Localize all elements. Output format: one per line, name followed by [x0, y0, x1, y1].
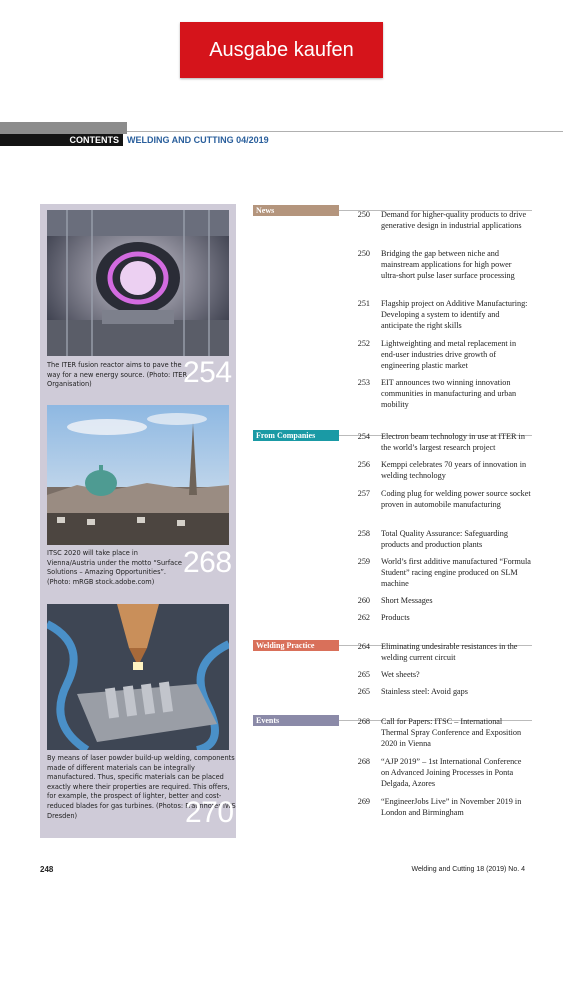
toc-page: 250	[357, 249, 370, 258]
sidebar-number-1: 254	[183, 356, 232, 389]
toc-page: 265	[357, 687, 370, 696]
toc-title: EIT announces two winning innovation communities in manufacturing and urban mobility	[381, 378, 517, 410]
toc-page: 257	[357, 489, 370, 498]
toc-title: Flagship project on Additive Manufacturing: Developing a system to identify and anticipate the right skills	[381, 299, 528, 331]
vienna-skyline-photo	[47, 405, 229, 545]
toc-title: “AJP 2019” – 1st International Conference on Advanced Joining Processes in Ponta Delgada, Azores	[381, 757, 522, 789]
toc-title: World’s first additive manufactured “Formula Student” racing engine produced on SLM machine	[381, 557, 531, 589]
section-label-welding-practice: Welding Practice	[253, 640, 339, 651]
toc-page: 253	[357, 378, 370, 387]
toc-page: 269	[357, 797, 370, 806]
toc-page: 254	[357, 432, 370, 441]
toc-title: Electron beam technology in use at ITER in the world’s largest research project	[381, 432, 525, 453]
page-header	[0, 134, 563, 146]
toc-title: Lightweighting and metal replacement in end-user industries drive growth of engineering plastic market	[381, 339, 517, 371]
toc-title: Products	[381, 613, 410, 622]
sidebar-number-2: 268	[183, 546, 232, 579]
toc-page: 260	[357, 596, 370, 605]
toc-title: Kemppi celebrates 70 years of innovation in welding technology	[381, 460, 527, 481]
section-label-from-companies: From Companies	[253, 430, 339, 441]
toc-title: Short Messages	[381, 596, 433, 605]
buy-issue-button[interactable]: Ausgabe kaufen	[180, 22, 383, 78]
toc-title: Bridging the gap between niche and mainstream applications for high power ultra-short pulse laser surface processing	[381, 249, 515, 281]
top-rule	[0, 122, 563, 134]
toc-title: Coding plug for welding power source socket proven in automobile manufacturing	[381, 489, 531, 510]
toc-page: 258	[357, 529, 370, 538]
toc-title: Eliminating undesirable resistances in the welding current circuit	[381, 642, 518, 663]
sidebar-caption-3: By means of laser powder build-up welding, components made of different materials can be integrally manufactured. Thus, specific materials can be placed exactly where their properties are required. This offers, for example, the prospect of lighter, better and cost-reduced blades for gas turbines. (Photos: Fraunhofer IWS Dresden)	[47, 754, 236, 820]
sidebar-caption-1: The ITER fusion reactor aims to pave the way for a new energy source. (Photo: ITER Organisation)	[47, 361, 188, 389]
iter-reactor-photo	[47, 210, 229, 356]
toc-title: Stainless steel: Avoid gaps	[381, 687, 468, 696]
toc-page: 252	[357, 339, 370, 348]
top-rule-grey-block	[0, 122, 127, 134]
sidebar-panel	[40, 204, 236, 838]
toc-title: Demand for higher-quality products to drive generative design in industrial applications	[381, 210, 527, 231]
sidebar-caption-2: ITSC 2020 will take place in Vienna/Austria under the motto “Surface Solutions – Amazing Opportunities”. (Photo: mRGB stock.adobe.com)	[47, 549, 182, 586]
sidebar-number-3: 270	[185, 796, 234, 829]
toc-page: 264	[357, 642, 370, 651]
toc-title: Call for Papers: ITSC – International Thermal Spray Conference and Exposition 2020 in Vienna	[381, 717, 522, 749]
toc-page: 262	[357, 613, 370, 622]
toc-page: 256	[357, 460, 370, 469]
journal-citation: Welding and Cutting 18 (2019) No. 4	[411, 866, 525, 873]
toc-page: 268	[357, 717, 370, 726]
toc-page: 250	[357, 210, 370, 219]
section-label-news: News	[253, 205, 339, 216]
page-number: 248	[40, 865, 54, 874]
toc-page: 265	[357, 670, 370, 679]
toc-title: Total Quality Assurance: Safeguarding products and production plants	[381, 529, 508, 550]
laser-welding-photo	[47, 604, 229, 750]
section-label-events: Events	[253, 715, 339, 726]
toc-page: 259	[357, 557, 370, 566]
contents-tag: CONTENTS	[0, 134, 123, 146]
page-title: WELDING AND CUTTING 04/2019	[127, 135, 269, 145]
toc-page: 268	[357, 757, 370, 766]
toc-title: “EngineerJobs Live” in November 2019 in London and Birmingham	[381, 797, 522, 818]
toc-title: Wet sheets?	[381, 670, 420, 679]
toc-page: 251	[357, 299, 370, 308]
top-rule-line	[127, 131, 563, 132]
